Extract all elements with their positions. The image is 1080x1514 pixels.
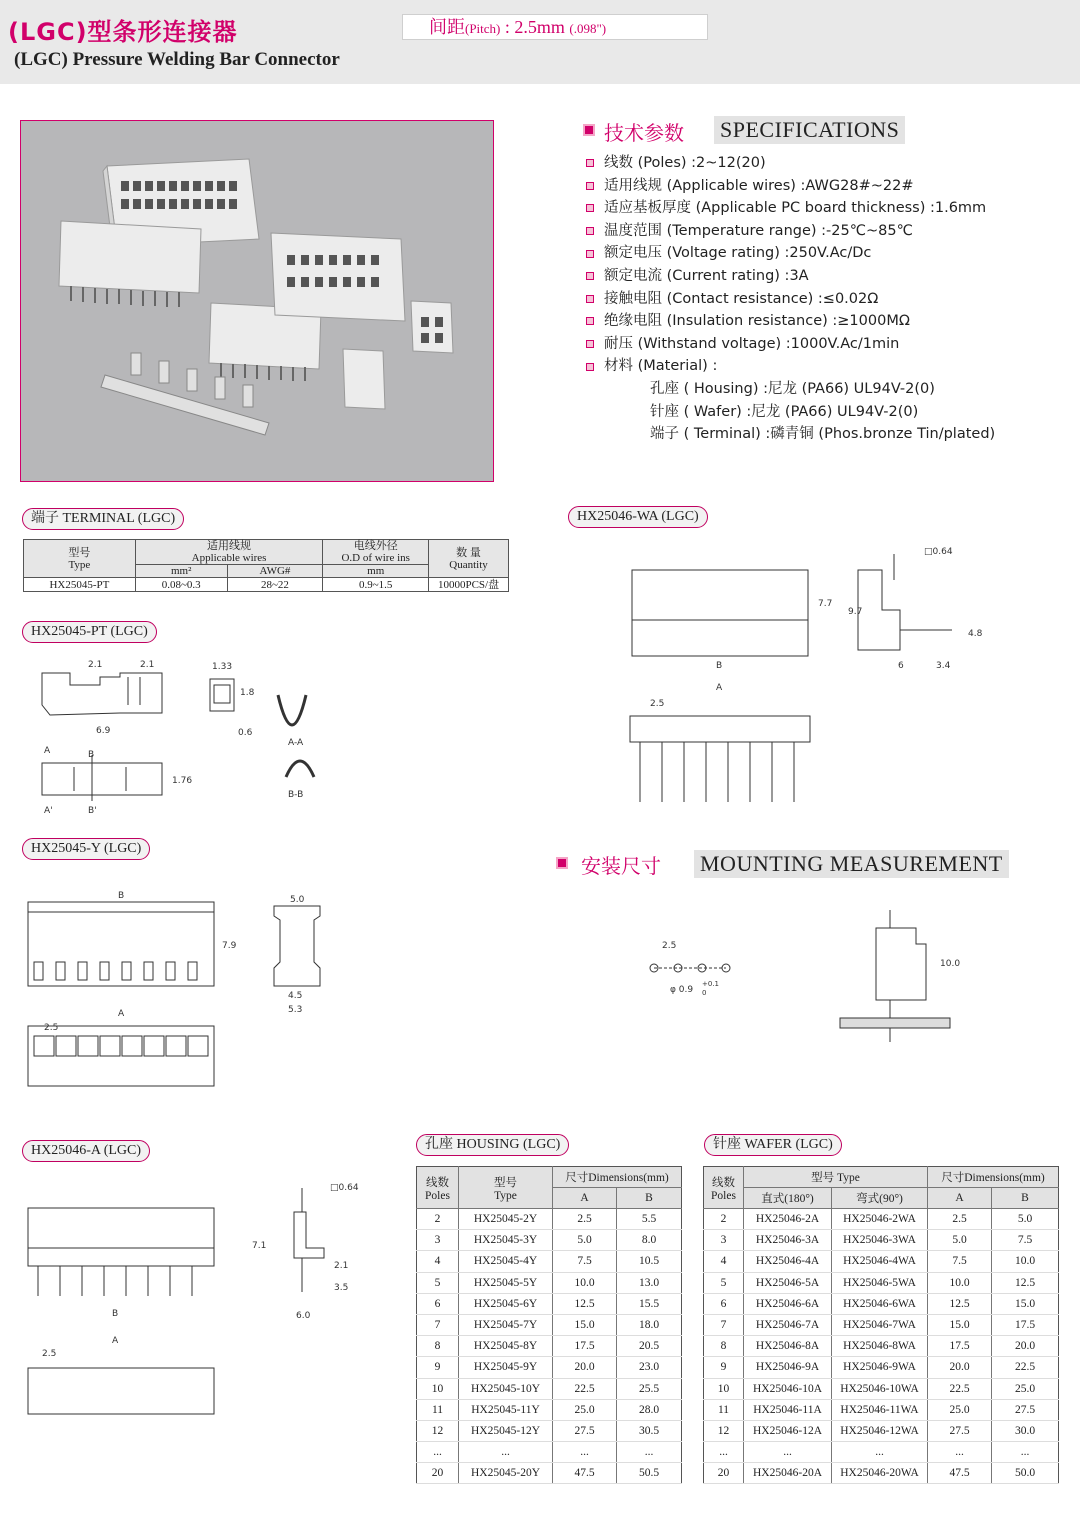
pitch-inch: (.098") xyxy=(569,21,607,36)
table-row xyxy=(704,1463,1059,1484)
wa-dim: 4.8 xyxy=(968,629,983,639)
table-cell: 27.5 xyxy=(553,1420,617,1441)
table-cell: 27.5 xyxy=(992,1399,1059,1420)
th-a: A xyxy=(928,1188,992,1209)
table-cell: 15.0 xyxy=(553,1314,617,1335)
pt-label: HX25045-PT (LGC) xyxy=(22,621,157,643)
bullet-square-icon xyxy=(586,204,594,212)
th-type xyxy=(24,540,136,578)
table-cell: 8 xyxy=(417,1336,459,1357)
housing-label: 孔座 HOUSING (LGC) xyxy=(416,1134,569,1156)
table-cell: ... xyxy=(617,1442,682,1463)
table-cell: HX25046-5A xyxy=(744,1272,832,1293)
table-cell: HX25046-20A xyxy=(744,1463,832,1484)
th-awg: AWG# xyxy=(227,565,323,578)
y-dim: 5.3 xyxy=(288,1005,303,1015)
table-cell: 2.5 xyxy=(928,1209,992,1230)
spec-text: 绝缘电阻 (Insulation resistance) :≥1000MΩ xyxy=(604,313,910,330)
y-dim: A xyxy=(118,1009,125,1019)
table-cell: 12.5 xyxy=(992,1272,1059,1293)
th-poles-cn: 线数 xyxy=(712,1176,735,1189)
bullet-square-icon xyxy=(586,182,594,190)
wa-label: HX25046-WA (LGC) xyxy=(568,506,708,528)
mount-dim: 0 xyxy=(702,989,707,997)
mount-dim: φ 0.9 xyxy=(670,985,694,995)
table-cell: 10 xyxy=(704,1378,744,1399)
table-cell: 9 xyxy=(417,1357,459,1378)
housing-body xyxy=(417,1209,682,1484)
y-dim: 2.5 xyxy=(44,1023,59,1033)
wa-dim: 3.4 xyxy=(936,661,951,671)
y-label: HX25045-Y (LGC) xyxy=(22,838,150,860)
table-cell: 27.5 xyxy=(928,1420,992,1441)
table-cell: 30.0 xyxy=(992,1420,1059,1441)
spec-item xyxy=(586,355,1066,378)
pt-dim: 1.76 xyxy=(172,776,193,786)
pitch-colon: : xyxy=(504,17,510,37)
table-cell: HX25046-10A xyxy=(744,1378,832,1399)
table-cell: 2.5 xyxy=(553,1209,617,1230)
table-cell: HX25046-2WA xyxy=(832,1209,928,1230)
table-cell: HX25046-9A xyxy=(744,1357,832,1378)
th-qty xyxy=(429,540,509,578)
table-cell: 12.5 xyxy=(928,1293,992,1314)
table-cell: 7 xyxy=(417,1314,459,1335)
spec-item xyxy=(586,310,1066,333)
th-b: B xyxy=(992,1188,1059,1209)
table-cell: 11 xyxy=(704,1399,744,1420)
mounting-drawing xyxy=(630,900,960,1050)
spec-item xyxy=(586,242,1066,265)
th-type-en: Type xyxy=(68,558,91,571)
table-cell: 23.0 xyxy=(617,1357,682,1378)
th-type-cn: 型号 xyxy=(494,1176,517,1189)
page-title-en: (LGC) Pressure Welding Bar Connector xyxy=(14,49,340,70)
table-cell: 25.5 xyxy=(617,1378,682,1399)
spec-text: 材料 (Material) : xyxy=(604,358,718,375)
pt-dim: B-B xyxy=(288,790,304,800)
table-row xyxy=(704,1336,1059,1357)
housing-table xyxy=(416,1166,682,1484)
table-cell: 22.5 xyxy=(992,1357,1059,1378)
table-cell: HX25045-3Y xyxy=(459,1230,553,1251)
spec-title-cn: 技术参数 xyxy=(604,121,684,145)
th-wires xyxy=(135,540,323,565)
table-cell: HX25045-6Y xyxy=(459,1293,553,1314)
table-cell: 30.5 xyxy=(617,1420,682,1441)
table-cell: HX25046-7WA xyxy=(832,1314,928,1335)
th-dims: 尺寸Dimensions(mm) xyxy=(928,1167,1059,1188)
spec-text: 温度范围 (Temperature range) :-25℃~85℃ xyxy=(604,222,913,239)
table-cell: HX25045-8Y xyxy=(459,1336,553,1357)
table-cell: 25.0 xyxy=(553,1399,617,1420)
table-cell: 12 xyxy=(704,1420,744,1441)
td-qty: 10000PCS/盘 xyxy=(429,578,509,592)
material-wafer: 针座 ( Wafer) :尼龙 (PA66) UL94V-2(0) xyxy=(650,403,919,420)
table-cell: 5.0 xyxy=(928,1230,992,1251)
bullet-square-icon xyxy=(586,340,594,348)
wa-dim: 2.5 xyxy=(650,699,665,709)
table-row xyxy=(704,1209,1059,1230)
a-dim: □0.64 xyxy=(330,1183,359,1193)
table-cell: HX25045-12Y xyxy=(459,1420,553,1441)
table-cell: 22.5 xyxy=(928,1378,992,1399)
table-row xyxy=(704,1251,1059,1272)
a-drawing xyxy=(24,1178,359,1424)
spec-text: 额定电压 (Voltage rating) :250V.Ac/Dc xyxy=(604,245,872,262)
table-cell: ... xyxy=(553,1442,617,1463)
spec-item xyxy=(586,152,1066,175)
spec-item xyxy=(586,197,1066,220)
table-cell: 15.0 xyxy=(928,1314,992,1335)
table-cell: ... xyxy=(704,1442,744,1463)
spec-list xyxy=(586,152,1066,446)
table-row xyxy=(417,1314,682,1335)
pt-dim: 2.1 xyxy=(88,660,103,670)
table-cell: 28.0 xyxy=(617,1399,682,1420)
table-cell: 9 xyxy=(704,1357,744,1378)
wafer-body xyxy=(704,1209,1059,1484)
terminal-table xyxy=(23,539,509,592)
wafer-table xyxy=(703,1166,1059,1484)
mount-dim: 10.0 xyxy=(940,959,961,969)
table-row xyxy=(417,1420,682,1441)
table-cell: 11 xyxy=(417,1399,459,1420)
table-cell: HX25046-20WA xyxy=(832,1463,928,1484)
table-cell: HX25046-3A xyxy=(744,1230,832,1251)
y-dim: 4.5 xyxy=(288,991,303,1001)
table-cell: HX25046-6WA xyxy=(832,1293,928,1314)
th-qty-en: Quantity xyxy=(449,558,488,571)
pt-dim: 0.6 xyxy=(238,728,253,738)
table-row xyxy=(417,1272,682,1293)
table-row xyxy=(417,1251,682,1272)
product-photo xyxy=(20,120,494,482)
th-b: B xyxy=(617,1188,682,1209)
table-cell: HX25046-9WA xyxy=(832,1357,928,1378)
wa-dim: 6 xyxy=(898,661,904,671)
table-cell: ... xyxy=(928,1442,992,1463)
y-dim: 5.0 xyxy=(290,895,305,905)
table-cell: HX25046-4A xyxy=(744,1251,832,1272)
spec-square-icon xyxy=(583,124,595,136)
table-cell: HX25046-4WA xyxy=(832,1251,928,1272)
mounting-title-cn: 安装尺寸 xyxy=(581,854,661,878)
pitch-value: 2.5mm xyxy=(514,17,565,37)
th-poles-en: Poles xyxy=(425,1189,450,1202)
table-row xyxy=(417,1378,682,1399)
table-cell: 3 xyxy=(704,1230,744,1251)
td-type: HX25045-PT xyxy=(24,578,136,592)
table-cell: 20.0 xyxy=(992,1336,1059,1357)
table-row xyxy=(417,1463,682,1484)
wa-dim: 7.7 xyxy=(818,599,833,609)
table-cell: 7.5 xyxy=(553,1251,617,1272)
table-row xyxy=(704,1399,1059,1420)
bullet-square-icon xyxy=(586,227,594,235)
table-cell: 20.0 xyxy=(553,1357,617,1378)
th-type xyxy=(459,1167,553,1209)
table-cell: HX25046-11A xyxy=(744,1399,832,1420)
table-row xyxy=(417,1357,682,1378)
a-dim: 6.0 xyxy=(296,1311,311,1321)
table-cell: 10.0 xyxy=(992,1251,1059,1272)
pt-dim: 2.1 xyxy=(140,660,155,670)
th-type-en: Type xyxy=(494,1189,517,1202)
table-cell: 12.5 xyxy=(553,1293,617,1314)
table-row xyxy=(704,1230,1059,1251)
table-cell: HX25046-6A xyxy=(744,1293,832,1314)
table-cell: 5 xyxy=(417,1272,459,1293)
material-terminal: 端子 ( Terminal) :磷青铜 (Phos.bronze Tin/plated) xyxy=(650,426,996,443)
bullet-square-icon xyxy=(586,159,594,167)
th-a: A xyxy=(553,1188,617,1209)
a-dim: 2.1 xyxy=(334,1261,349,1271)
a-dim: 3.5 xyxy=(334,1283,349,1293)
bullet-square-icon xyxy=(586,295,594,303)
table-cell: 2 xyxy=(417,1209,459,1230)
pt-dim: 1.8 xyxy=(240,688,255,698)
th-poles xyxy=(704,1167,744,1209)
table-cell: 10.5 xyxy=(617,1251,682,1272)
pt-dim: 1.33 xyxy=(212,662,233,672)
table-cell: ... xyxy=(417,1442,459,1463)
spec-item xyxy=(586,333,1066,356)
table-cell: 25.0 xyxy=(928,1399,992,1420)
table-cell: ... xyxy=(832,1442,928,1463)
table-cell: 2 xyxy=(704,1209,744,1230)
table-cell: 50.0 xyxy=(992,1463,1059,1484)
table-cell: HX25045-7Y xyxy=(459,1314,553,1335)
table-cell: 25.0 xyxy=(992,1378,1059,1399)
th-right: 弯式(90°) xyxy=(832,1188,928,1209)
table-cell: 17.5 xyxy=(992,1314,1059,1335)
table-row xyxy=(704,1378,1059,1399)
a-dim: B xyxy=(112,1309,119,1319)
table-cell: 15.0 xyxy=(992,1293,1059,1314)
mount-dim: 2.5 xyxy=(662,941,677,951)
th-poles-cn: 线数 xyxy=(426,1176,449,1189)
pitch-box xyxy=(402,14,708,40)
table-row xyxy=(417,1230,682,1251)
bullet-square-icon xyxy=(586,317,594,325)
table-cell: 5.5 xyxy=(617,1209,682,1230)
spec-text: 线数 (Poles) :2~12(20) xyxy=(604,155,766,171)
spec-item xyxy=(586,265,1066,288)
a-dim: 2.5 xyxy=(42,1349,57,1359)
pt-dim: B xyxy=(88,750,95,760)
spec-title-en: SPECIFICATIONS xyxy=(714,116,905,144)
spec-item xyxy=(586,220,1066,243)
table-cell: 5.0 xyxy=(553,1230,617,1251)
table-cell: HX25046-12A xyxy=(744,1420,832,1441)
td-mm2: 0.08~0.3 xyxy=(135,578,227,592)
table-cell: HX25046-2A xyxy=(744,1209,832,1230)
table-cell: 5 xyxy=(704,1272,744,1293)
th-qty-cn: 数 量 xyxy=(456,546,481,559)
table-cell: HX25045-2Y xyxy=(459,1209,553,1230)
table-cell: 47.5 xyxy=(553,1463,617,1484)
table-cell: HX25045-11Y xyxy=(459,1399,553,1420)
table-cell: HX25046-8WA xyxy=(832,1336,928,1357)
table-cell: 4 xyxy=(704,1251,744,1272)
table-cell: 17.5 xyxy=(928,1336,992,1357)
wa-drawing xyxy=(600,540,1000,810)
table-row xyxy=(704,1272,1059,1293)
table-cell: HX25046-10WA xyxy=(832,1378,928,1399)
th-type-cn: 型号 xyxy=(68,546,91,559)
y-dim: B xyxy=(118,891,125,901)
pt-dim: B' xyxy=(88,806,97,816)
th-wires-en: Applicable wires xyxy=(191,552,267,564)
th-od-unit: mm xyxy=(323,565,429,578)
table-cell: 10 xyxy=(417,1378,459,1399)
pitch-label-en: (Pitch) xyxy=(465,21,501,36)
table-cell: 7.5 xyxy=(928,1251,992,1272)
spec-text: 适应基板厚度 (Applicable PC board thickness) :1.6mm xyxy=(604,200,987,217)
th-wires-cn: 适用线规 xyxy=(207,540,252,552)
wa-dim: 9.7 xyxy=(848,607,863,617)
product-photo-illustration xyxy=(21,121,493,481)
table-cell: HX25046-8A xyxy=(744,1336,832,1357)
pitch-label-cn: 间距 xyxy=(429,17,465,37)
wafer-label: 针座 WAFER (LGC) xyxy=(704,1134,842,1156)
mounting-square-icon xyxy=(556,857,568,869)
table-cell: HX25045-10Y xyxy=(459,1378,553,1399)
y-dim: 7.9 xyxy=(222,941,237,951)
th-mm2: mm² xyxy=(135,565,227,578)
th-poles-en: Poles xyxy=(711,1189,736,1202)
table-row xyxy=(417,1336,682,1357)
table-cell: 18.0 xyxy=(617,1314,682,1335)
table-row xyxy=(704,1314,1059,1335)
table-cell: 8 xyxy=(704,1336,744,1357)
table-cell: ... xyxy=(744,1442,832,1463)
table-cell: HX25046-3WA xyxy=(832,1230,928,1251)
table-cell: HX25046-7A xyxy=(744,1314,832,1335)
table-cell: 15.5 xyxy=(617,1293,682,1314)
pt-dim: A-A xyxy=(288,738,304,748)
spec-text: 额定电流 (Current rating) :3A xyxy=(604,267,809,284)
spec-text: 耐压 (Withstand voltage) :1000V.Ac/1min xyxy=(604,335,900,352)
table-cell: HX25046-11WA xyxy=(832,1399,928,1420)
th-poles xyxy=(417,1167,459,1209)
table-cell: 50.5 xyxy=(617,1463,682,1484)
a-label: HX25046-A (LGC) xyxy=(22,1140,150,1162)
a-dim: 7.1 xyxy=(252,1241,267,1251)
th-type: 型号 Type xyxy=(744,1167,928,1188)
terminal-label: 端子 TERMINAL (LGC) xyxy=(22,508,184,530)
spec-text: 接触电阻 (Contact resistance) :≤0.02Ω xyxy=(604,290,879,307)
table-cell: 4 xyxy=(417,1251,459,1272)
spec-item xyxy=(586,288,1066,311)
table-cell: 8.0 xyxy=(617,1230,682,1251)
th-straight: 直式(180°) xyxy=(744,1188,832,1209)
table-row xyxy=(704,1442,1059,1463)
table-cell: 17.5 xyxy=(553,1336,617,1357)
table-row xyxy=(417,1293,682,1314)
pt-drawing xyxy=(30,655,330,815)
bullet-square-icon xyxy=(586,250,594,258)
wa-dim: B xyxy=(716,661,723,671)
table-cell: 6 xyxy=(704,1293,744,1314)
a-dim: A xyxy=(112,1336,119,1346)
table-cell: ... xyxy=(992,1442,1059,1463)
table-row xyxy=(704,1420,1059,1441)
td-awg: 28~22 xyxy=(227,578,323,592)
table-cell: HX25045-5Y xyxy=(459,1272,553,1293)
table-cell: 7 xyxy=(704,1314,744,1335)
wa-dim: □0.64 xyxy=(924,547,953,557)
table-cell: HX25045-20Y xyxy=(459,1463,553,1484)
table-row xyxy=(704,1357,1059,1378)
wa-dim: A xyxy=(716,683,723,693)
bullet-square-icon xyxy=(586,363,594,371)
spec-item xyxy=(586,175,1066,198)
table-cell: 20 xyxy=(704,1463,744,1484)
th-od-en: O.D of wire ins xyxy=(341,552,410,564)
table-cell: HX25045-9Y xyxy=(459,1357,553,1378)
table-row xyxy=(417,1442,682,1463)
table-cell: 3 xyxy=(417,1230,459,1251)
pt-dim: 6.9 xyxy=(96,726,111,736)
table-cell: 10.0 xyxy=(553,1272,617,1293)
material-housing: 孔座 ( Housing) :尼龙 (PA66) UL94V-2(0) xyxy=(650,380,935,397)
mount-dim: +0.1 xyxy=(702,980,719,988)
bullet-square-icon xyxy=(586,272,594,280)
table-cell: 7.5 xyxy=(992,1230,1059,1251)
table-row xyxy=(417,1209,682,1230)
table-cell: 47.5 xyxy=(928,1463,992,1484)
pt-dim: A xyxy=(44,746,51,756)
table-cell: 20.5 xyxy=(617,1336,682,1357)
table-cell: 6 xyxy=(417,1293,459,1314)
table-cell: HX25045-4Y xyxy=(459,1251,553,1272)
table-cell: HX25046-5WA xyxy=(832,1272,928,1293)
table-cell: ... xyxy=(459,1442,553,1463)
table-row xyxy=(704,1293,1059,1314)
pt-dim: A' xyxy=(44,806,53,816)
table-cell: 5.0 xyxy=(992,1209,1059,1230)
page-title-cn: (LGC)型条形连接器 xyxy=(8,18,238,46)
th-od-cn: 电线外径 xyxy=(353,540,398,552)
table-cell: 13.0 xyxy=(617,1272,682,1293)
table-cell: 10.0 xyxy=(928,1272,992,1293)
table-cell: 20.0 xyxy=(928,1357,992,1378)
table-cell: HX25046-12WA xyxy=(832,1420,928,1441)
table-cell: 22.5 xyxy=(553,1378,617,1399)
th-dims: 尺寸Dimensions(mm) xyxy=(553,1167,682,1188)
spec-text: 适用线规 (Applicable wires) :AWG28#~22# xyxy=(604,177,914,194)
td-od: 0.9~1.5 xyxy=(323,578,429,592)
mounting-title-en: MOUNTING MEASUREMENT xyxy=(694,850,1009,878)
table-cell: 12 xyxy=(417,1420,459,1441)
table-row xyxy=(417,1399,682,1420)
y-drawing xyxy=(24,888,344,1098)
table-cell: 20 xyxy=(417,1463,459,1484)
th-od xyxy=(323,540,429,565)
